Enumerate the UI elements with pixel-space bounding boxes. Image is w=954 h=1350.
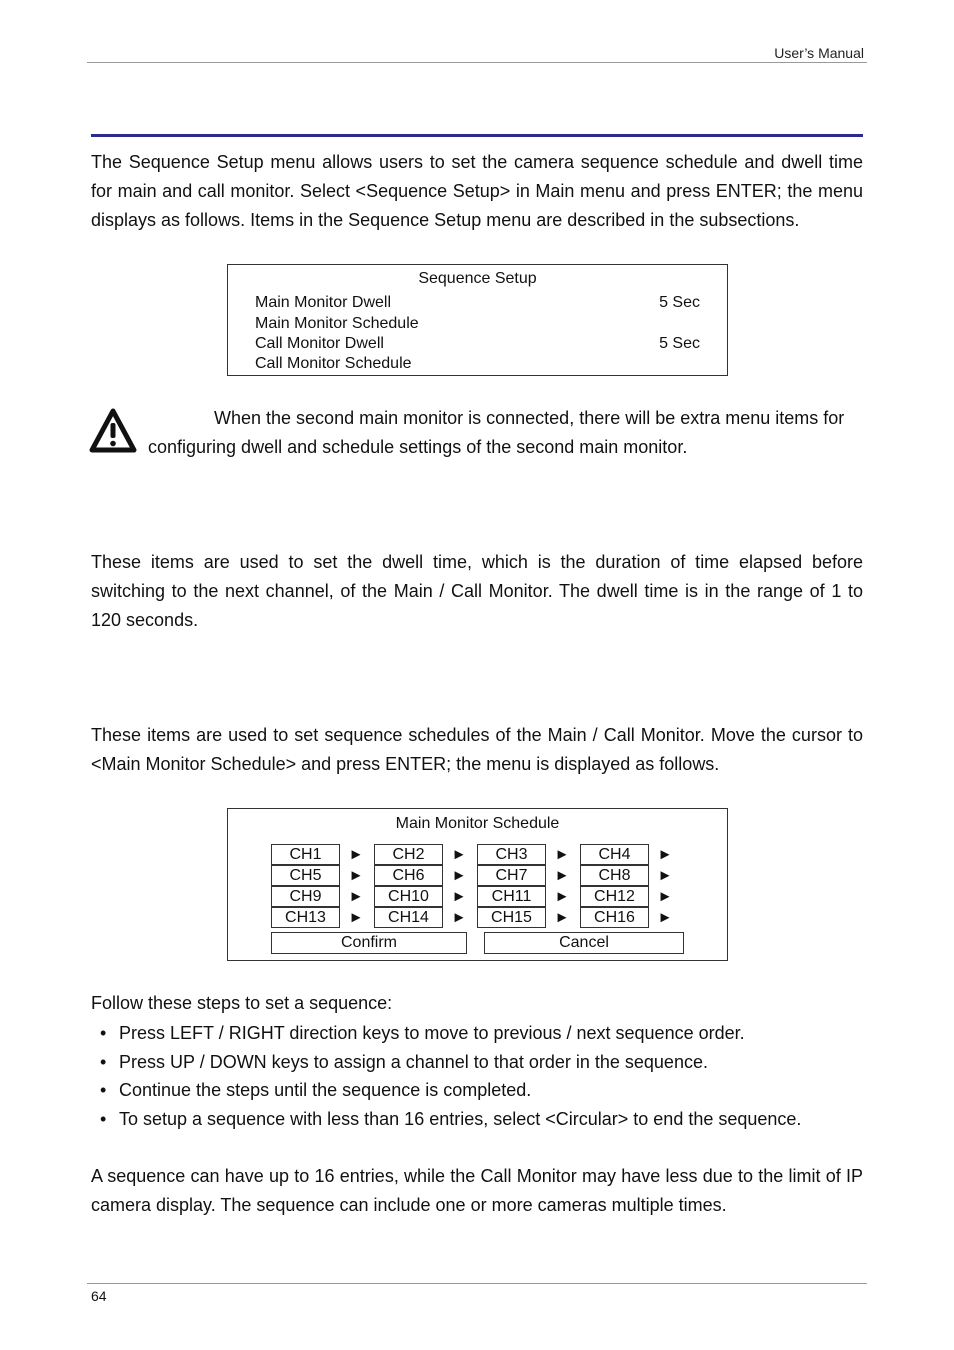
channel-cell[interactable]: CH15 [477,907,546,928]
channel-cell[interactable]: CH14 [374,907,443,928]
list-item: • Press UP / DOWN keys to assign a channel to that order in the sequence. [98,1048,863,1077]
bullet-icon: • [100,1051,107,1072]
channel-cell[interactable]: CH11 [477,886,546,907]
arrow-right-icon: ► [348,867,364,884]
channel-cell[interactable]: CH4 [580,844,649,865]
arrow-right-icon: ► [657,867,673,884]
menu-item-label: Call Monitor Dwell [255,335,384,352]
menu-item-main-monitor-schedule[interactable] [255,315,700,333]
channel-cell[interactable]: CH3 [477,844,546,865]
warning-icon [89,408,137,459]
cancel-button[interactable]: Cancel [484,932,684,954]
list-item: • To setup a sequence with less than 16 entries, select <Circular> to end the sequence. [98,1105,863,1134]
channel-cell[interactable]: CH2 [374,844,443,865]
channel-cell[interactable]: CH6 [374,865,443,886]
running-header: User’s Manual [774,45,864,61]
channel-cell[interactable]: CH16 [580,907,649,928]
channel-cell[interactable]: CH12 [580,886,649,907]
menu-item-call-monitor-dwell[interactable] [255,335,700,353]
closing-paragraph: A sequence can have up to 16 entries, while the Call Monitor may have less due to the limit of IP camera display. The sequence can include one or more cameras multiple times. [91,1166,863,1215]
channel-cell[interactable]: CH10 [374,886,443,907]
sequence-setup-menu [227,264,728,376]
arrow-right-icon: ► [451,909,467,926]
main-monitor-schedule-menu [227,808,728,961]
menu-item-main-monitor-dwell[interactable] [255,294,700,312]
steps-intro: Follow these steps to set a sequence: [91,993,393,1013]
bullet-icon: • [100,1023,107,1043]
arrow-right-icon: ► [348,909,364,926]
confirm-button[interactable]: Confirm [271,932,467,954]
menu-item-call-monitor-schedule[interactable] [255,355,700,373]
menu-item-label: Call Monitor Schedule [255,355,412,372]
arrow-right-icon: ► [554,909,570,926]
arrow-right-icon: ► [451,846,467,863]
arrow-right-icon: ► [554,888,570,905]
schedule-menu-title: Main Monitor Schedule [395,815,560,832]
menu-item-value: 5 Sec [659,335,700,352]
arrow-right-icon: ► [451,867,467,884]
arrow-right-icon: ► [657,909,673,926]
arrow-right-icon: ► [657,888,673,905]
menu-item-label: Main Monitor Schedule [255,315,419,332]
menu-item-value: 5 Sec [659,294,700,311]
list-item: • Press LEFT / RIGHT direction keys to move to previous / next sequence order. [98,1019,863,1048]
header-divider [87,62,867,63]
channel-cell[interactable]: CH5 [271,865,340,886]
arrow-right-icon: ► [554,867,570,884]
arrow-right-icon: ► [348,888,364,905]
channel-cell[interactable]: CH8 [580,865,649,886]
schedule-paragraph: These items are used to set sequence schedules of the Main / Call Monitor. Move the cursor to <Main Monitor Schedule> and press ENTER; the menu is displayed as follows. [91,725,863,774]
arrow-right-icon: ► [348,846,364,863]
channel-cell[interactable]: CH1 [271,844,340,865]
note-text: When the second main monitor is connected, there will be extra menu items for configuring dwell and schedule settings of the second main monitor. [148,408,845,457]
footer-divider [87,1283,867,1284]
channel-cell[interactable]: CH7 [477,865,546,886]
section-title-rule [91,134,863,137]
bullet-icon: • [100,1080,107,1100]
channel-cell[interactable]: CH9 [271,886,340,907]
list-item: • Continue the steps until the sequence is completed. [98,1076,863,1105]
page-number: 64 [91,1288,107,1304]
sequence-setup-title: Sequence Setup [418,270,537,287]
intro-paragraph: The Sequence Setup menu allows users to set the camera sequence schedule and dwell time for main and call monitor. Select <Sequence Setup> in Main menu and press ENTER; the menu displays as follows. Items in the Sequence Setup menu are described in the subsections. [91,152,863,230]
steps-list [98,1019,863,1133]
channel-cell[interactable]: CH13 [271,907,340,928]
arrow-right-icon: ► [451,888,467,905]
arrow-right-icon: ► [657,846,673,863]
menu-item-label: Main Monitor Dwell [255,294,392,311]
arrow-right-icon: ► [554,846,570,863]
bullet-icon: • [100,1108,107,1129]
dwell-paragraph: These items are used to set the dwell time, which is the duration of time elapsed before switching to the next channel, of the Main / Call Monitor. The dwell time is in the range of 1 to 120 seconds. [91,552,863,630]
